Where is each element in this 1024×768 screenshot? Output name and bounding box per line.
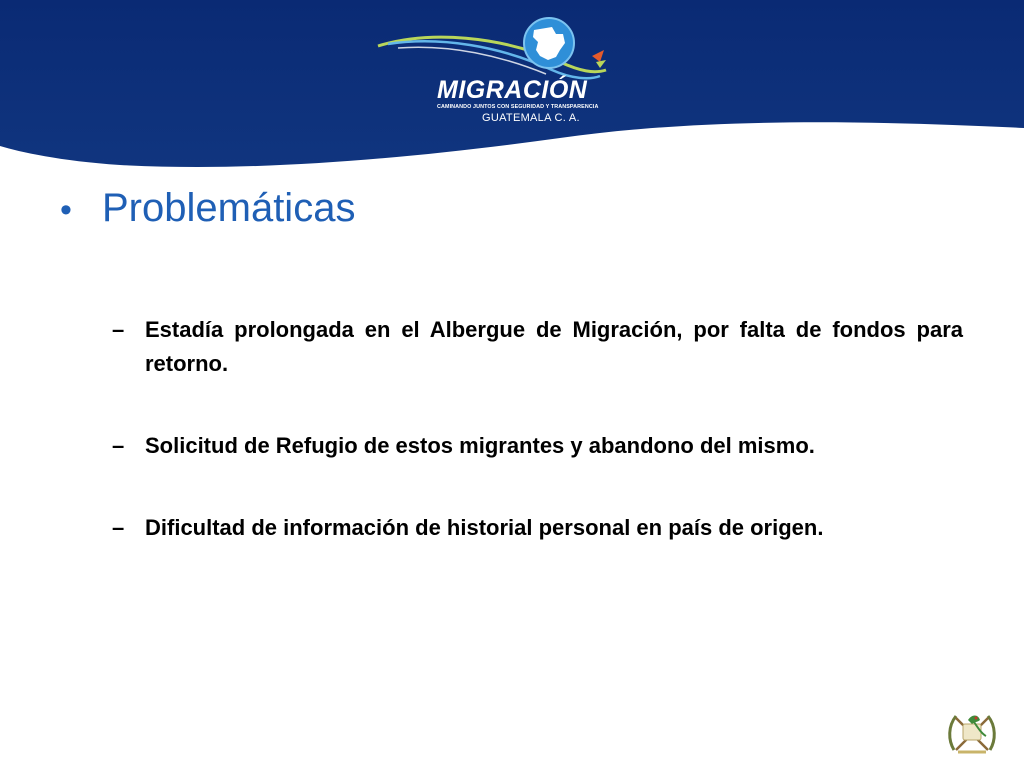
- guatemala-coat-of-arms-icon: [944, 706, 1000, 758]
- list-item-text: Dificultad de información de historial personal en país de origen.: [145, 515, 824, 540]
- list-item: [112, 313, 963, 381]
- logo-wordmark: MIGRACIÓN: [437, 76, 588, 104]
- logo-country: GUATEMALA C. A.: [482, 112, 580, 124]
- title-bullet: •: [60, 191, 72, 229]
- list-item-dash: –: [112, 515, 125, 540]
- slide-title: Problemáticas: [102, 186, 356, 230]
- header-banner: [0, 0, 1024, 175]
- list-item-text: Estadía prolongada en el Albergue de Migración, por falta de fondos para retorno.: [145, 317, 963, 376]
- slide-title-row: [60, 186, 355, 231]
- list-item: [112, 429, 963, 463]
- list-item-dash: –: [112, 433, 125, 458]
- logo-tagline: CAMINANDO JUNTOS CON SEGURIDAD Y TRANSPARENCIA: [437, 104, 599, 110]
- list-item: [112, 511, 963, 545]
- guatemala-map-globe-icon: [524, 18, 574, 68]
- bullet-list: [112, 313, 963, 593]
- list-item-text: Solicitud de Refugio de estos migrantes y abandono del mismo.: [145, 433, 815, 458]
- list-item-dash: –: [112, 317, 125, 342]
